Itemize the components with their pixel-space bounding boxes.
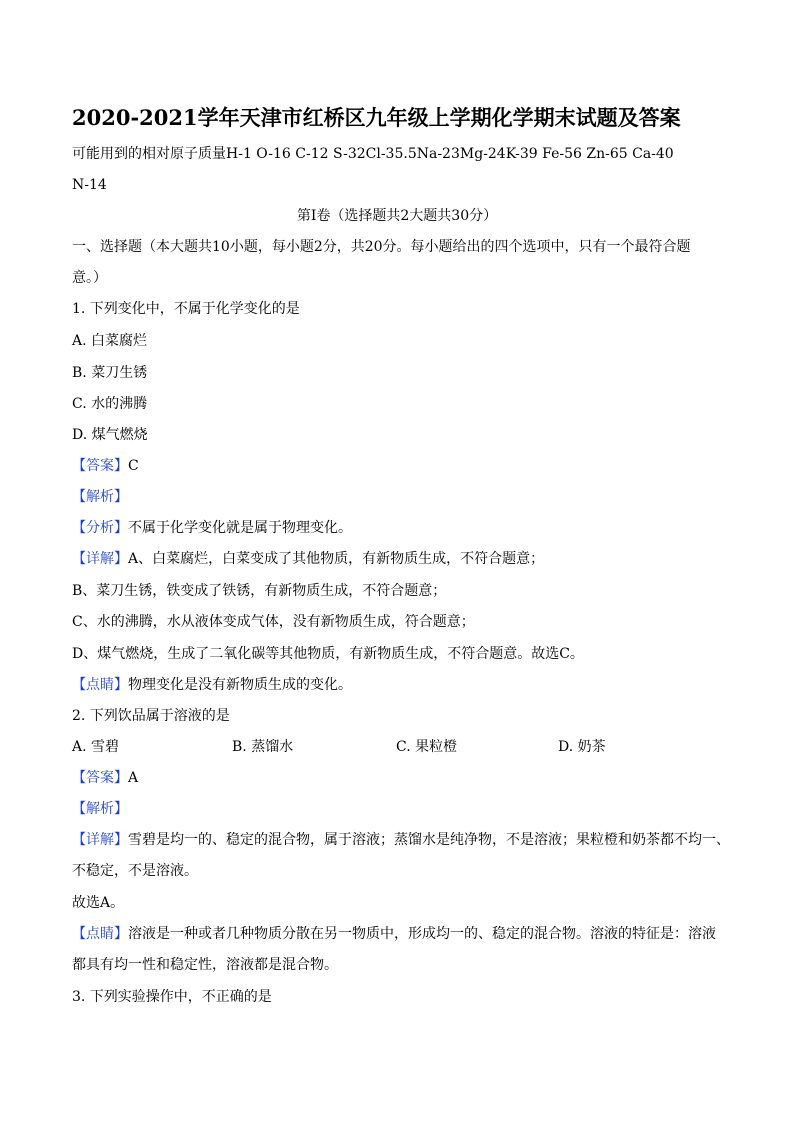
q2-choose: 故选A。 [72,895,125,911]
answer-tag: 【答案】 [72,458,128,474]
q1-detail-a-text: A、白菜腐烂，白菜变成了其他物质，有新物质生成，不符合题意； [128,551,545,567]
q2-answer-value: A [128,770,139,786]
q2-detail-line-2: 不稳定，不是溶液。 [72,863,198,879]
section-header: 第Ⅰ卷（选择题共2大题共30分） [296,208,498,224]
fenxi-tag: 【分析】 [72,520,128,536]
q2-option-b: B. 蒸馏水 [232,739,294,755]
q2-dianjing-text-1: 溶液是一种或者几种物质分散在另一物质中，形成均一的、稳定的混合物。溶液的特征是：溶液 [128,926,716,942]
q1-answer-value: C [128,458,139,474]
q2-detail-line-1 [72,831,730,849]
q1-stem: 1. 下列变化中，不属于化学变化的是 [72,301,300,317]
document-title: 2020-2021学年天津市红桥区九年级上学期化学期末试题及答案 [72,105,681,130]
q1-detail-d: D、煤气燃烧，生成了二氧化碳等其他物质，有新物质生成，不符合题意。故选C。 [72,646,584,662]
q1-option-b: B. 菜刀生锈 [72,365,148,381]
atomic-mass-line-1: 可能用到的相对原子质量H-1 O-16 C-12 S-32Cl-35.5Na-23Mg-24K-39 Fe-56 Zn-65 Ca-40 [72,146,674,162]
atomic-mass-line-2: N-14 [72,177,107,193]
instructions-line-2: 意。） [72,270,107,286]
q1-analysis-tag: 【解析】 [72,489,128,505]
q3-stem: 3. 下列实验操作中，不正确的是 [72,989,272,1005]
q1-detail-b: B、菜刀生锈，铁变成了铁锈，有新物质生成，不符合题意； [72,583,447,599]
q1-fenxi-text: 不属于化学变化就是属于物理变化。 [128,520,352,536]
q1-option-c: C. 水的沸腾 [72,396,148,412]
q2-analysis-tag: 【解析】 [72,801,128,817]
q1-detail-c: C、水的沸腾，水从液体变成气体，没有新物质生成，符合题意； [72,614,475,630]
q1-answer [72,457,139,475]
answer-tag: 【答案】 [72,770,128,786]
instructions-line-1: 一、选择题（本大题共10小题，每小题2分，共20分。每小题给出的四个选项中，只有一个最符合题 [72,239,691,255]
dianjing-tag: 【点睛】 [72,926,128,942]
q2-detail-text-1: 雪碧是均一的、稳定的混合物，属于溶液；蒸馏水是纯净物，不是溶液；果粒橙和奶茶都不均一、 [128,832,730,848]
q1-dianjing [72,676,352,694]
q1-dianjing-text: 物理变化是没有新物质生成的变化。 [128,677,352,693]
q2-option-c: C. 果粒橙 [396,739,458,755]
q2-stem: 2. 下列饮品属于溶液的是 [72,708,230,724]
q2-dianjing-line-2: 都具有均一性和稳定性，溶液都是混合物。 [72,957,338,973]
q2-option-a: A. 雪碧 [72,739,120,755]
q2-answer [72,769,138,787]
detail-tag: 【详解】 [72,551,128,567]
detail-tag: 【详解】 [72,832,128,848]
q1-detail-a [72,550,544,568]
q1-option-a: A. 白菜腐烂 [72,333,148,349]
q1-fenxi [72,519,352,537]
q2-dianjing-line-1 [72,925,716,943]
q1-option-d: D. 煤气燃烧 [72,427,148,443]
q2-option-d: D. 奶茶 [558,739,606,755]
dianjing-tag: 【点睛】 [72,677,128,693]
